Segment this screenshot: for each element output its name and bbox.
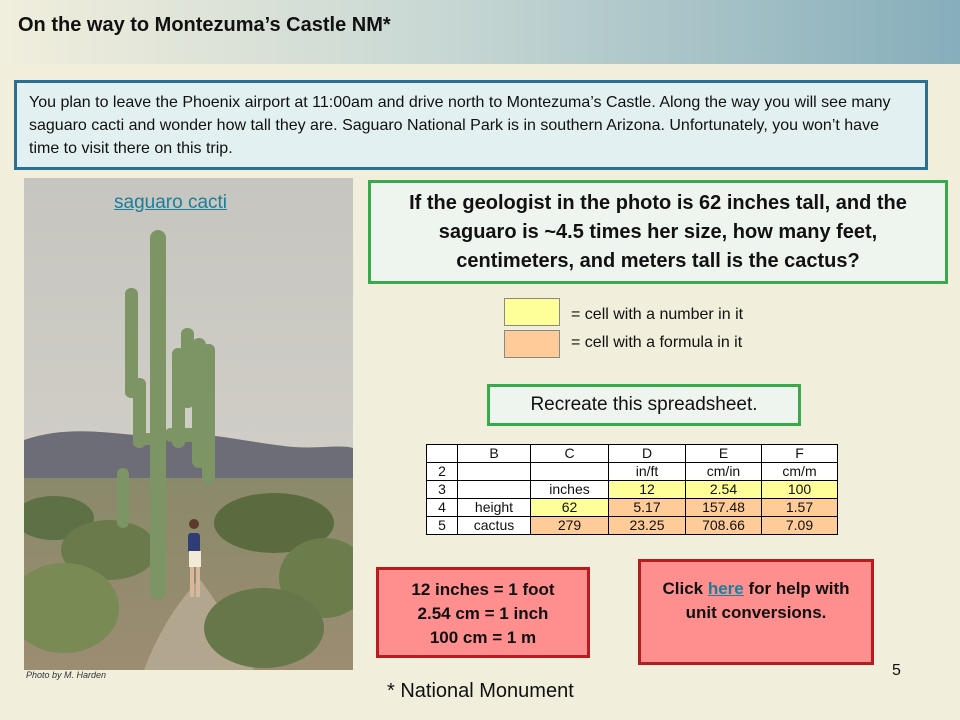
help-box — [638, 559, 874, 665]
cell-d3: 12 — [609, 481, 686, 499]
cell-b4: height — [458, 499, 531, 517]
cell-d4: 5.17 — [609, 499, 686, 517]
spreadsheet — [426, 444, 838, 535]
cell-e2: cm/in — [686, 463, 762, 481]
help-link[interactable]: here — [707, 579, 744, 598]
cell-c4: 62 — [531, 499, 609, 517]
cell-b5: cactus — [458, 517, 531, 535]
cell-d5: 23.25 — [609, 517, 686, 535]
spreadsheet-row — [427, 481, 838, 499]
conversion-line: 2.54 cm = 1 inch — [417, 604, 549, 623]
column-header: B — [458, 445, 531, 463]
cell-c2 — [531, 463, 609, 481]
cell-c3: inches — [531, 481, 609, 499]
intro-text-box: You plan to leave the Phoenix airport at 11:00am and drive north to Montezuma’s Castle. Along the way you will see many saguaro cacti and wonder how tall they are. Saguaro National Park is in southern Arizona. Unfortunately, you won’t have time to visit there on this trip. — [14, 80, 928, 170]
cell-f2: cm/m — [762, 463, 838, 481]
conversion-line: 12 inches = 1 foot — [411, 580, 555, 599]
slide-title: On the way to Montezuma’s Castle NM* — [18, 14, 391, 36]
cell-c5: 279 — [531, 517, 609, 535]
row-number: 3 — [427, 481, 458, 499]
row-number: 5 — [427, 517, 458, 535]
cell-f5: 7.09 — [762, 517, 838, 535]
help-prefix: Click — [662, 579, 708, 598]
spreadsheet-row — [427, 499, 838, 517]
cell-d2: in/ft — [609, 463, 686, 481]
corner-cell — [427, 445, 458, 463]
spreadsheet-row — [427, 463, 838, 481]
cell-f3: 100 — [762, 481, 838, 499]
recreate-instruction: Recreate this spreadsheet. — [487, 384, 801, 426]
spreadsheet-header-row — [427, 445, 838, 463]
row-number: 4 — [427, 499, 458, 517]
cell-e5: 708.66 — [686, 517, 762, 535]
column-header: F — [762, 445, 838, 463]
conversion-factors-box — [376, 567, 590, 658]
cell-e4: 157.48 — [686, 499, 762, 517]
spreadsheet-row — [427, 517, 838, 535]
cell-b2 — [458, 463, 531, 481]
formula-cell-legend: = cell with a formula in it — [571, 334, 743, 351]
column-header: C — [531, 445, 609, 463]
saguaro-photo-image — [24, 178, 353, 670]
conversion-line: 100 cm = 1 m — [429, 628, 537, 647]
question-box: If the geologist in the photo is 62 inches tall, and the saguaro is ~4.5 times her size, how many feet, centimeters, and meters tall is the cactus? — [368, 180, 948, 284]
photo-credit: Photo by M. Harden — [26, 670, 107, 680]
number-cell-swatch — [504, 298, 560, 326]
formula-cell-swatch — [504, 330, 560, 358]
saguaro-cacti-link[interactable]: saguaro cacti — [114, 192, 228, 213]
help-suffix: for help with unit conversions. — [685, 579, 850, 622]
cell-b3 — [458, 481, 531, 499]
cell-e3: 2.54 — [686, 481, 762, 499]
column-header: D — [609, 445, 686, 463]
number-cell-legend: = cell with a number in it — [571, 306, 744, 323]
saguaro-photo — [24, 178, 353, 670]
cell-f4: 1.57 — [762, 499, 838, 517]
footnote: * National Monument — [387, 680, 574, 702]
page-number: 5 — [892, 662, 901, 679]
row-number: 2 — [427, 463, 458, 481]
column-header: E — [686, 445, 762, 463]
title-bar — [0, 0, 960, 64]
